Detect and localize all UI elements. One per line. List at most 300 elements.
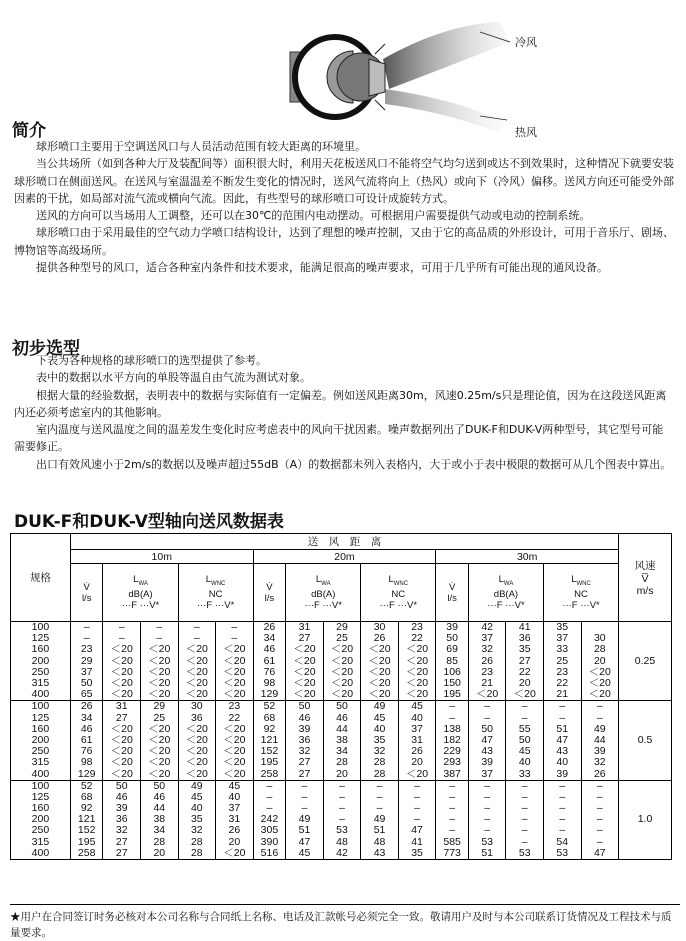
- table-cell: 37: [398, 724, 436, 735]
- lwnc-symbol: [179, 574, 253, 590]
- table-cell: –: [323, 780, 361, 792]
- table-row: [11, 768, 672, 780]
- table-cell: 54: [543, 837, 581, 848]
- lwa-sub: WA: [503, 580, 514, 587]
- table-cell: ＜20: [323, 689, 361, 701]
- table-cell: ＜20: [286, 667, 324, 678]
- table-cell: 40: [543, 757, 581, 768]
- v-symbol: V̇: [266, 581, 273, 593]
- table-cell: ＜20: [103, 644, 141, 655]
- table-cell: 27: [103, 713, 141, 724]
- table-cell: ＜20: [216, 667, 254, 678]
- table-cell: ＜20: [103, 656, 141, 667]
- table-cell: 76: [70, 746, 103, 757]
- row-size: 250: [11, 667, 71, 678]
- table-cell: ＜20: [141, 724, 179, 735]
- table-cell: 20: [398, 757, 436, 768]
- ball-nozzle-diagram: [285, 4, 575, 144]
- table-cell: 23: [398, 622, 436, 634]
- table-cell: 305: [253, 825, 286, 836]
- row-size: 250: [11, 825, 71, 836]
- table-title: DUK-F和DUK-V型轴向送风数据表: [14, 512, 284, 532]
- intro-paragraph: 送风的方向可以当场用人工调整，还可以在30℃的范围内电动摆动。可根据用户需要提供气动或电动的控制系统。: [36, 209, 591, 223]
- table-cell: 46: [253, 644, 286, 655]
- row-size: 400: [11, 689, 71, 701]
- table-cell: 26: [70, 701, 103, 713]
- table-cell: 50: [436, 633, 469, 644]
- table-cell: 53: [323, 825, 361, 836]
- table-cell: –: [581, 792, 619, 803]
- table-row: [11, 848, 672, 860]
- table-cell: 26: [253, 622, 286, 634]
- table-cell: 37: [543, 633, 581, 644]
- table-cell: 50: [103, 780, 141, 792]
- table-cell: –: [543, 792, 581, 803]
- intro-paragraph: 球形喷口由于采用最佳的空气动力学喷口结构设计，达到了理想的噪声控制，又由于它的高品质的外形设计，可用于音乐厅、剧场、博物馆等高级场所。: [14, 226, 674, 257]
- table-cell: –: [398, 803, 436, 814]
- footer-note: ★用户在合同签订时务必核对本公司名称与合同纸上名称、电话及汇款帐号必须完全一致。敬请用户及时与本公司联系订货情况及工程技术与质量要求。: [10, 904, 680, 941]
- header-lwnc-30: [543, 564, 618, 622]
- table-cell: –: [216, 633, 254, 644]
- lwa-symbol: [103, 574, 177, 590]
- table-cell: 45: [178, 792, 216, 803]
- table-cell: ＜20: [216, 689, 254, 701]
- table-cell: ＜20: [103, 757, 141, 768]
- table-cell: 152: [253, 746, 286, 757]
- table-cell: –: [506, 825, 544, 836]
- table-cell: –: [436, 780, 469, 792]
- cold-air-label: 冷风: [515, 36, 537, 49]
- table-cell: 229: [436, 746, 469, 757]
- table-cell: 47: [543, 735, 581, 746]
- table-cell: 182: [436, 735, 469, 746]
- table-cell: 46: [323, 713, 361, 724]
- table-row: [11, 713, 672, 724]
- header-distance-20m: 20m: [253, 550, 436, 564]
- table-cell: ＜20: [216, 768, 254, 780]
- header-lwnc-10: [178, 564, 253, 622]
- table-cell: 27: [506, 656, 544, 667]
- table-cell: 195: [253, 757, 286, 768]
- lwnc-letter: L: [571, 573, 577, 585]
- table-cell: 45: [361, 713, 399, 724]
- intro-paragraph: 球形喷口主要用于空调送风口与人员活动范围有较大距离的环境里。: [36, 140, 366, 153]
- v-unit: l/s: [264, 592, 275, 604]
- table-cell: –: [581, 825, 619, 836]
- table-cell: 32: [286, 746, 324, 757]
- table-cell: 23: [468, 667, 506, 678]
- table-cell: –: [543, 825, 581, 836]
- intro-paragraph: 提供各种型号的风口，适合各种室内条件和技术要求，能满足很高的噪声要求，可用于几乎所有可能出现的通风设备。: [36, 261, 608, 275]
- table-cell: –: [506, 803, 544, 814]
- table-cell: ＜20: [216, 644, 254, 655]
- table-cell: –: [506, 792, 544, 803]
- table-cell: 45: [286, 848, 324, 860]
- table-cell: 44: [581, 735, 619, 746]
- table-cell: 35: [398, 848, 436, 860]
- table-cell: 51: [286, 825, 324, 836]
- table-cell: –: [506, 837, 544, 848]
- table-cell: 35: [543, 622, 581, 634]
- table-cell: 32: [468, 644, 506, 655]
- table-cell: 32: [178, 825, 216, 836]
- table-cell: –: [286, 780, 324, 792]
- selection-text: [14, 352, 674, 473]
- table-cell: ＜20: [398, 656, 436, 667]
- table-cell: 50: [468, 724, 506, 735]
- selection-paragraph: 下表为各种规格的球形喷口的选型提供了参考。: [36, 354, 267, 367]
- selection-paragraph: 根据大量的经验数据，表明表中的数据与实际值有一定偏差。例如送风距离30m，风速0.25m/s只是理论值，因为在这段送风距离内还必须考虑室内的其他影响。: [14, 388, 667, 419]
- table-cell: 50: [141, 780, 179, 792]
- table-cell: 92: [253, 724, 286, 735]
- table-cell: 49: [361, 814, 399, 825]
- table-cell: ＜20: [178, 746, 216, 757]
- table-cell: 21: [468, 678, 506, 689]
- table-cell: 121: [253, 735, 286, 746]
- table-cell: 22: [216, 713, 254, 724]
- table-cell: ＜20: [323, 667, 361, 678]
- table-cell: 26: [398, 746, 436, 757]
- table-cell: ＜20: [103, 689, 141, 701]
- table-cell: –: [253, 803, 286, 814]
- group-air-speed: 0.5: [619, 701, 672, 780]
- table-cell: –: [323, 803, 361, 814]
- table-cell: ＜20: [103, 678, 141, 689]
- header-speed-unit: m/s: [636, 585, 654, 597]
- table-cell: 258: [70, 848, 103, 860]
- table-cell: 50: [286, 701, 324, 713]
- table-cell: ＜20: [216, 746, 254, 757]
- table-cell: 31: [286, 622, 324, 634]
- header-distance: 送 风 距 离: [70, 534, 618, 550]
- table-cell: 45: [398, 701, 436, 713]
- table-cell: ＜20: [398, 678, 436, 689]
- table-cell: 43: [468, 746, 506, 757]
- table-cell: 37: [468, 768, 506, 780]
- table-cell: 23: [70, 644, 103, 655]
- table-cell: ＜20: [581, 689, 619, 701]
- table-cell: ＜20: [323, 678, 361, 689]
- table-cell: ＜20: [216, 656, 254, 667]
- table-cell: –: [436, 792, 469, 803]
- table-cell: 31: [398, 735, 436, 746]
- table-cell: ＜20: [178, 678, 216, 689]
- lwnc-letter: L: [388, 573, 394, 585]
- table-cell: 28: [178, 837, 216, 848]
- row-size: 400: [11, 768, 71, 780]
- intro-heading: 简介: [12, 121, 46, 141]
- table-cell: ＜20: [178, 724, 216, 735]
- header-lwa-10: [103, 564, 178, 622]
- table-cell: 50: [323, 701, 361, 713]
- table-cell: –: [178, 622, 216, 634]
- table-cell: 20: [141, 848, 179, 860]
- table-cell: 36: [178, 713, 216, 724]
- lwa-symbol: [469, 574, 543, 590]
- table-cell: 150: [436, 678, 469, 689]
- row-size: 160: [11, 803, 71, 814]
- table-cell: 29: [323, 622, 361, 634]
- table-cell: 25: [323, 633, 361, 644]
- table-cell: ＜20: [581, 667, 619, 678]
- table-cell: 46: [286, 713, 324, 724]
- v-symbol: V̇: [83, 581, 90, 593]
- table-cell: –: [506, 701, 544, 713]
- header-distance-10m: 10m: [70, 550, 253, 564]
- lwa-letter: L: [498, 573, 504, 585]
- table-cell: ＜20: [216, 757, 254, 768]
- airflow-data-table: [10, 533, 672, 860]
- lwnc-unit: NC: [391, 589, 406, 601]
- table-cell: 390: [253, 837, 286, 848]
- table-cell: 51: [361, 825, 399, 836]
- table-cell: 22: [543, 678, 581, 689]
- table-cell: 98: [70, 757, 103, 768]
- table-cell: –: [398, 814, 436, 825]
- row-size: 200: [11, 656, 71, 667]
- table-cell: 35: [506, 644, 544, 655]
- row-size: 315: [11, 678, 71, 689]
- lwa-fv: ···F ···V*: [304, 600, 342, 612]
- ball-nozzle-illustration: [285, 4, 575, 144]
- table-cell: –: [216, 622, 254, 634]
- table-cell: 37: [216, 803, 254, 814]
- table-cell: 31: [103, 701, 141, 713]
- header-v-20: [253, 564, 286, 622]
- table-cell: –: [361, 780, 399, 792]
- header-v-30: [436, 564, 469, 622]
- table-body: [11, 622, 672, 860]
- lwnc-sub: WNC: [576, 580, 591, 587]
- table-cell: 51: [543, 724, 581, 735]
- table-cell: 20: [506, 678, 544, 689]
- table-cell: 30: [361, 622, 399, 634]
- table-cell: 47: [286, 837, 324, 848]
- table-cell: 28: [323, 757, 361, 768]
- group-air-speed: 0.25: [619, 622, 672, 701]
- table-cell: 76: [253, 667, 286, 678]
- lwa-letter: L: [133, 573, 139, 585]
- table-cell: 47: [581, 848, 619, 860]
- table-cell: 40: [216, 792, 254, 803]
- table-cell: 45: [506, 746, 544, 757]
- lwnc-symbol: [544, 574, 618, 590]
- table-cell: 21: [543, 689, 581, 701]
- table-cell: 46: [103, 792, 141, 803]
- table-cell: ＜20: [361, 678, 399, 689]
- table-cell: ＜20: [178, 667, 216, 678]
- table-cell: –: [543, 713, 581, 724]
- table-cell: 36: [506, 633, 544, 644]
- row-size: 125: [11, 633, 71, 644]
- table-row: [11, 689, 672, 701]
- table-cell: 26: [216, 825, 254, 836]
- table-cell: 152: [70, 825, 103, 836]
- table-cell: 20: [323, 768, 361, 780]
- row-size: 100: [11, 622, 71, 634]
- table-cell: –: [468, 701, 506, 713]
- table-cell: 138: [436, 724, 469, 735]
- header-lwnc-20: [361, 564, 436, 622]
- table-cell: ＜20: [581, 678, 619, 689]
- table-cell: –: [178, 633, 216, 644]
- table-cell: 32: [103, 825, 141, 836]
- table-cell: ＜20: [216, 848, 254, 860]
- table-row: [11, 825, 672, 836]
- table-cell: –: [436, 825, 469, 836]
- table-cell: 29: [70, 656, 103, 667]
- table-cell: 53: [506, 848, 544, 860]
- table-cell: 25: [543, 656, 581, 667]
- table-cell: ＜20: [141, 768, 179, 780]
- row-size: 100: [11, 780, 71, 792]
- hot-air-label: 热风: [515, 126, 537, 139]
- table-cell: ＜20: [468, 689, 506, 701]
- table-cell: 36: [103, 814, 141, 825]
- table-row: [11, 757, 672, 768]
- table-cell: 35: [178, 814, 216, 825]
- table-cell: 121: [70, 814, 103, 825]
- table-cell: ＜20: [178, 768, 216, 780]
- table-cell: 39: [581, 746, 619, 757]
- table-cell: –: [506, 814, 544, 825]
- table-cell: ＜20: [286, 689, 324, 701]
- table-cell: 68: [70, 792, 103, 803]
- header-v-10: [70, 564, 103, 622]
- table-cell: –: [141, 622, 179, 634]
- table-cell: ＜20: [361, 656, 399, 667]
- table-cell: –: [468, 780, 506, 792]
- table-cell: 40: [506, 757, 544, 768]
- table-cell: –: [398, 792, 436, 803]
- table-cell: 242: [253, 814, 286, 825]
- lwnc-sub: WNC: [393, 580, 409, 587]
- lwa-unit: dB(A): [128, 589, 153, 601]
- table-cell: 28: [361, 768, 399, 780]
- table-cell: ＜20: [178, 735, 216, 746]
- selection-paragraph: 室内温度与送风温度之间的温差发生变化时应考虑表中的风向干扰因素。噪声数据列出了DUK-F和DUK-V两种型号，其它型号可能需要修正。: [14, 423, 664, 454]
- row-size: 160: [11, 724, 71, 735]
- table-cell: ＜20: [103, 667, 141, 678]
- row-size: 400: [11, 848, 71, 860]
- table-cell: 41: [506, 622, 544, 634]
- table-cell: 32: [581, 757, 619, 768]
- table-cell: 47: [398, 825, 436, 836]
- selection-heading: 初步选型: [12, 339, 80, 359]
- table-cell: 258: [253, 768, 286, 780]
- table-cell: 45: [216, 780, 254, 792]
- table-cell: ＜20: [216, 678, 254, 689]
- table-cell: 33: [543, 644, 581, 655]
- table-cell: 28: [361, 757, 399, 768]
- table-cell: 39: [468, 757, 506, 768]
- table-cell: ＜20: [286, 644, 324, 655]
- table-cell: 35: [361, 735, 399, 746]
- table-cell: –: [468, 803, 506, 814]
- table-cell: 26: [468, 656, 506, 667]
- table-cell: 51: [468, 848, 506, 860]
- table-cell: 32: [361, 746, 399, 757]
- header-lwa-30: [468, 564, 543, 622]
- table-cell: 49: [581, 724, 619, 735]
- table-cell: ＜20: [361, 644, 399, 655]
- table-cell: ＜20: [178, 644, 216, 655]
- table-cell: 29: [141, 701, 179, 713]
- intro-text: [14, 138, 674, 276]
- table-cell: ＜20: [141, 746, 179, 757]
- table-cell: –: [581, 814, 619, 825]
- header-lwa-20: [286, 564, 361, 622]
- header-speed-label: 风速: [634, 560, 656, 572]
- table-cell: ＜20: [178, 757, 216, 768]
- row-size: 315: [11, 837, 71, 848]
- lwnc-letter: L: [205, 573, 212, 585]
- table-cell: 28: [581, 644, 619, 655]
- table-cell: –: [581, 803, 619, 814]
- table-cell: –: [70, 622, 103, 634]
- table-cell: 49: [361, 701, 399, 713]
- table-cell: 27: [103, 837, 141, 848]
- table-cell: ＜20: [398, 644, 436, 655]
- table-cell: –: [103, 622, 141, 634]
- table-cell: 34: [323, 746, 361, 757]
- table-cell: ＜20: [216, 724, 254, 735]
- table-cell: 38: [141, 814, 179, 825]
- table-cell: ＜20: [216, 735, 254, 746]
- table-cell: 106: [436, 667, 469, 678]
- lwa-letter: L: [315, 573, 322, 585]
- table-cell: 85: [436, 656, 469, 667]
- table-cell: 37: [468, 633, 506, 644]
- table-cell: ＜20: [398, 667, 436, 678]
- table-cell: ＜20: [141, 667, 179, 678]
- table-cell: –: [361, 792, 399, 803]
- table-cell: 27: [286, 757, 324, 768]
- table-cell: ＜20: [103, 724, 141, 735]
- table-row: [11, 701, 672, 713]
- table-cell: –: [253, 780, 286, 792]
- table-cell: –: [286, 792, 324, 803]
- table-cell: 65: [70, 689, 103, 701]
- selection-paragraph: 表中的数据以水平方向的单股等温自由气流为测试对象。: [36, 371, 311, 385]
- table-cell: –: [141, 633, 179, 644]
- table-cell: –: [286, 803, 324, 814]
- lwnc-fv: ···F ···V*: [196, 600, 235, 612]
- table-cell: 30: [178, 701, 216, 713]
- table-cell: ＜20: [178, 656, 216, 667]
- table-cell: 33: [506, 768, 544, 780]
- table-cell: 39: [286, 724, 324, 735]
- lwnc-fv: ···F ···V*: [562, 600, 600, 612]
- table-cell: –: [581, 837, 619, 848]
- table-cell: –: [436, 701, 469, 713]
- table-cell: 34: [70, 713, 103, 724]
- table-cell: ＜20: [398, 689, 436, 701]
- table-cell: 48: [361, 837, 399, 848]
- table-cell: 25: [141, 713, 179, 724]
- table-cell: –: [70, 633, 103, 644]
- header-spec: 规格: [11, 534, 71, 622]
- row-size: 200: [11, 814, 71, 825]
- table-cell: –: [543, 814, 581, 825]
- table-cell: 40: [178, 803, 216, 814]
- table-cell: 52: [253, 701, 286, 713]
- table-cell: 516: [253, 848, 286, 860]
- table-cell: 61: [70, 735, 103, 746]
- table-cell: 52: [70, 780, 103, 792]
- lwnc-unit: NC: [574, 589, 588, 601]
- table-cell: ＜20: [141, 644, 179, 655]
